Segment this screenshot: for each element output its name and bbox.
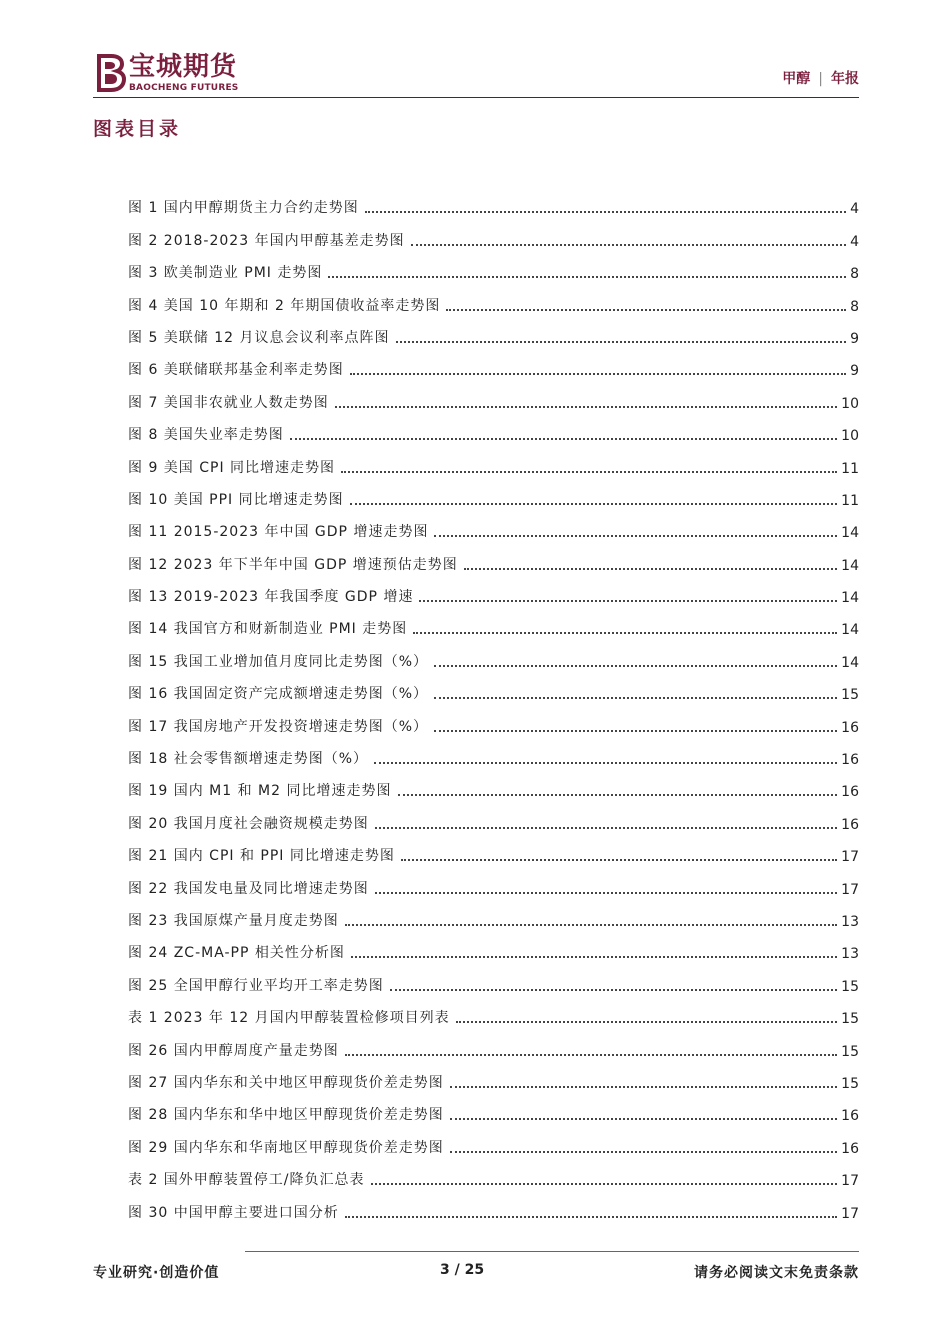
toc-entry[interactable] [128,1157,859,1189]
toc-dot-leader [398,794,838,796]
toc-entry-page: 13 [841,946,859,963]
toc-entry-label: 图 23 我国原煤产量月度走势图 [128,912,339,929]
toc-entry[interactable] [128,250,859,282]
toc-dot-leader [335,406,837,408]
toc-entry-label: 图 17 我国房地产开发投资增速走势图（%） [128,718,429,735]
toc-entry[interactable] [128,347,859,379]
toc-dot-leader [290,438,837,440]
toc-entry-label: 图 5 美联储 12 月议息会议利率点阵图 [128,329,390,346]
toc-entry[interactable] [128,736,859,768]
toc-entry[interactable] [128,541,859,573]
toc-entry-page: 10 [841,428,859,445]
toc-entry-label: 图 13 2019-2023 年我国季度 GDP 增速 [128,589,414,606]
toc-entry-label: 图 28 国内华东和华中地区甲醇现货价差走势图 [128,1107,444,1124]
toc-dot-leader [450,1151,837,1153]
toc-entry-page: 4 [850,233,859,250]
toc-entry-label: 图 1 国内甲醇期货主力合约走势图 [128,200,359,217]
brand-name-en: BAOCHENG FUTURES [129,83,239,93]
toc-entry[interactable] [128,477,859,509]
toc-entry-label: 图 3 欧美制造业 PMI 走势图 [128,265,323,282]
toc-entry-label: 图 21 国内 CPI 和 PPI 同比增速走势图 [128,848,395,865]
toc-entry[interactable] [128,606,859,638]
toc-entry-page: 14 [841,622,859,639]
toc-entry[interactable] [128,1124,859,1156]
toc-entry-label: 图 30 中国甲醇主要进口国分析 [128,1204,339,1221]
toc-entry-label: 图 12 2023 年下半年中国 GDP 增速预估走势图 [128,556,458,573]
toc-entry-page: 17 [841,1173,859,1190]
toc-entry-page: 17 [841,849,859,866]
toc-entry[interactable] [128,768,859,800]
toc-entry-page: 9 [850,363,859,380]
toc-entry[interactable] [128,444,859,476]
page-header [93,50,859,98]
baocheng-logo-icon [93,52,127,94]
toc-entry[interactable] [128,962,859,994]
toc-entry-label: 图 19 国内 M1 和 M2 同比增速走势图 [128,783,392,800]
toc-entry[interactable] [128,412,859,444]
page-number: 3 / 25 [440,1262,485,1278]
toc-entry[interactable] [128,638,859,670]
toc-entry-label: 图 10 美国 PPI 同比增速走势图 [128,491,344,508]
toc-dot-leader [341,471,837,473]
toc-entry-label: 图 16 我国固定资产完成额增速走势图（%） [128,686,429,703]
toc-dot-leader [450,1118,837,1120]
toc-entry-label: 图 9 美国 CPI 同比增速走势图 [128,459,336,476]
toc-dot-leader [345,1054,837,1056]
toc-dot-leader [375,892,837,894]
toc-entry[interactable] [128,574,859,606]
toc-entry[interactable] [128,379,859,411]
toc-dot-leader [375,827,837,829]
toc-entry[interactable] [128,185,859,217]
toc-entry-label: 图 22 我国发电量及同比增速走势图 [128,880,369,897]
toc-entry-page: 11 [841,492,859,509]
toc-dot-leader [434,665,837,667]
brand-name-cn: 宝城期货 [129,52,238,82]
toc-list [128,185,859,1222]
toc-entry-label: 图 20 我国月度社会融资规模走势图 [128,815,369,832]
toc-entry-page: 15 [841,687,859,704]
toc-entry-page: 15 [841,1075,859,1092]
toc-dot-leader [434,535,837,537]
toc-entry-label: 图 26 国内甲醇周度产量走势图 [128,1042,339,1059]
toc-dot-leader [365,211,846,213]
toc-entry-page: 14 [841,557,859,574]
toc-entry[interactable] [128,315,859,347]
footer-disclaimer: 请务必阅读文末免责条款 [694,1265,859,1281]
toc-entry-page: 15 [841,1011,859,1028]
toc-dot-leader [434,730,837,732]
tag-separator: | [818,71,823,87]
toc-entry-label: 图 2 2018-2023 年国内甲醇基差走势图 [128,232,405,249]
toc-dot-leader [434,697,837,699]
toc-entry-label: 图 8 美国失业率走势图 [128,427,284,444]
toc-entry-label: 图 7 美国非农就业人数走势图 [128,394,329,411]
toc-entry-label: 表 1 2023 年 12 月国内甲醇装置检修项目列表 [128,1010,450,1027]
toc-dot-leader [345,1216,837,1218]
toc-entry[interactable] [128,509,859,541]
toc-entry[interactable] [128,217,859,249]
toc-entry-page: 8 [850,266,859,283]
toc-entry[interactable] [128,1092,859,1124]
toc-dot-leader [396,341,847,343]
toc-entry[interactable] [128,898,859,930]
company-logo [93,52,253,94]
toc-dot-leader [411,244,847,246]
toc-entry-label: 图 27 国内华东和关中地区甲醇现货价差走势图 [128,1074,444,1091]
toc-dot-leader [350,503,838,505]
toc-entry-label: 图 18 社会零售额增速走势图（%） [128,751,369,768]
toc-dot-leader [419,600,837,602]
toc-entry-page: 16 [841,816,859,833]
toc-entry-page: 10 [841,395,859,412]
toc-entry-page: 16 [841,1140,859,1157]
toc-entry-page: 16 [841,1108,859,1125]
toc-entry-page: 16 [841,784,859,801]
header-divider [93,97,859,98]
toc-entry-page: 14 [841,654,859,671]
toc-entry-page: 15 [841,1043,859,1060]
toc-entry[interactable] [128,703,859,735]
toc-entry-page: 17 [841,1205,859,1222]
toc-dot-leader [456,1021,838,1023]
toc-entry-page: 14 [841,590,859,607]
toc-dot-leader [371,1183,838,1185]
toc-entry-label: 图 6 美联储联邦基金利率走势图 [128,362,344,379]
toc-entry[interactable] [128,1189,859,1221]
toc-title: 图表目录 [93,118,182,140]
toc-dot-leader [351,956,837,958]
toc-dot-leader [345,924,837,926]
toc-entry[interactable] [128,930,859,962]
toc-dot-leader [401,859,837,861]
header-tags [782,68,859,88]
product-tag: 甲醇 [782,71,811,87]
toc-entry-label: 图 25 全国甲醇行业平均开工率走势图 [128,977,384,994]
toc-entry-page: 9 [850,330,859,347]
toc-entry[interactable] [128,995,859,1027]
toc-entry-page: 4 [850,201,859,218]
toc-entry-label: 图 29 国内华东和华南地区甲醇现货价差走势图 [128,1139,444,1156]
toc-entry-label: 图 15 我国工业增加值月度同比走势图（%） [128,653,429,670]
toc-entry-page: 16 [841,752,859,769]
report-type-tag: 年报 [831,71,859,87]
toc-entry-page: 8 [850,298,859,315]
toc-entry-page: 14 [841,525,859,542]
toc-entry-page: 17 [841,881,859,898]
toc-entry-label: 表 2 国外甲醇装置停工/降负汇总表 [128,1172,365,1189]
toc-dot-leader [350,373,846,375]
toc-entry[interactable] [128,833,859,865]
toc-entry[interactable] [128,800,859,832]
footer-slogan: 专业研究·创造价值 [93,1265,220,1281]
toc-entry[interactable] [128,1060,859,1092]
toc-dot-leader [328,276,846,278]
toc-entry[interactable] [128,1027,859,1059]
toc-entry-page: 11 [841,460,859,477]
toc-dot-leader [446,309,846,311]
toc-dot-leader [374,762,837,764]
toc-entry-page: 15 [841,978,859,995]
footer-divider [245,1251,859,1252]
toc-entry-page: 13 [841,913,859,930]
toc-entry-label: 图 4 美国 10 年期和 2 年期国债收益率走势图 [128,297,441,314]
toc-dot-leader [390,989,837,991]
toc-entry[interactable] [128,865,859,897]
toc-entry-label: 图 11 2015-2023 年中国 GDP 增速走势图 [128,524,429,541]
toc-entry[interactable] [128,671,859,703]
toc-entry-page: 16 [841,719,859,736]
toc-dot-leader [450,1086,837,1088]
toc-dot-leader [464,568,837,570]
toc-entry-label: 图 14 我国官方和财新制造业 PMI 走势图 [128,621,408,638]
toc-entry[interactable] [128,282,859,314]
toc-dot-leader [413,632,837,634]
toc-entry-label: 图 24 ZC-MA-PP 相关性分析图 [128,945,345,962]
